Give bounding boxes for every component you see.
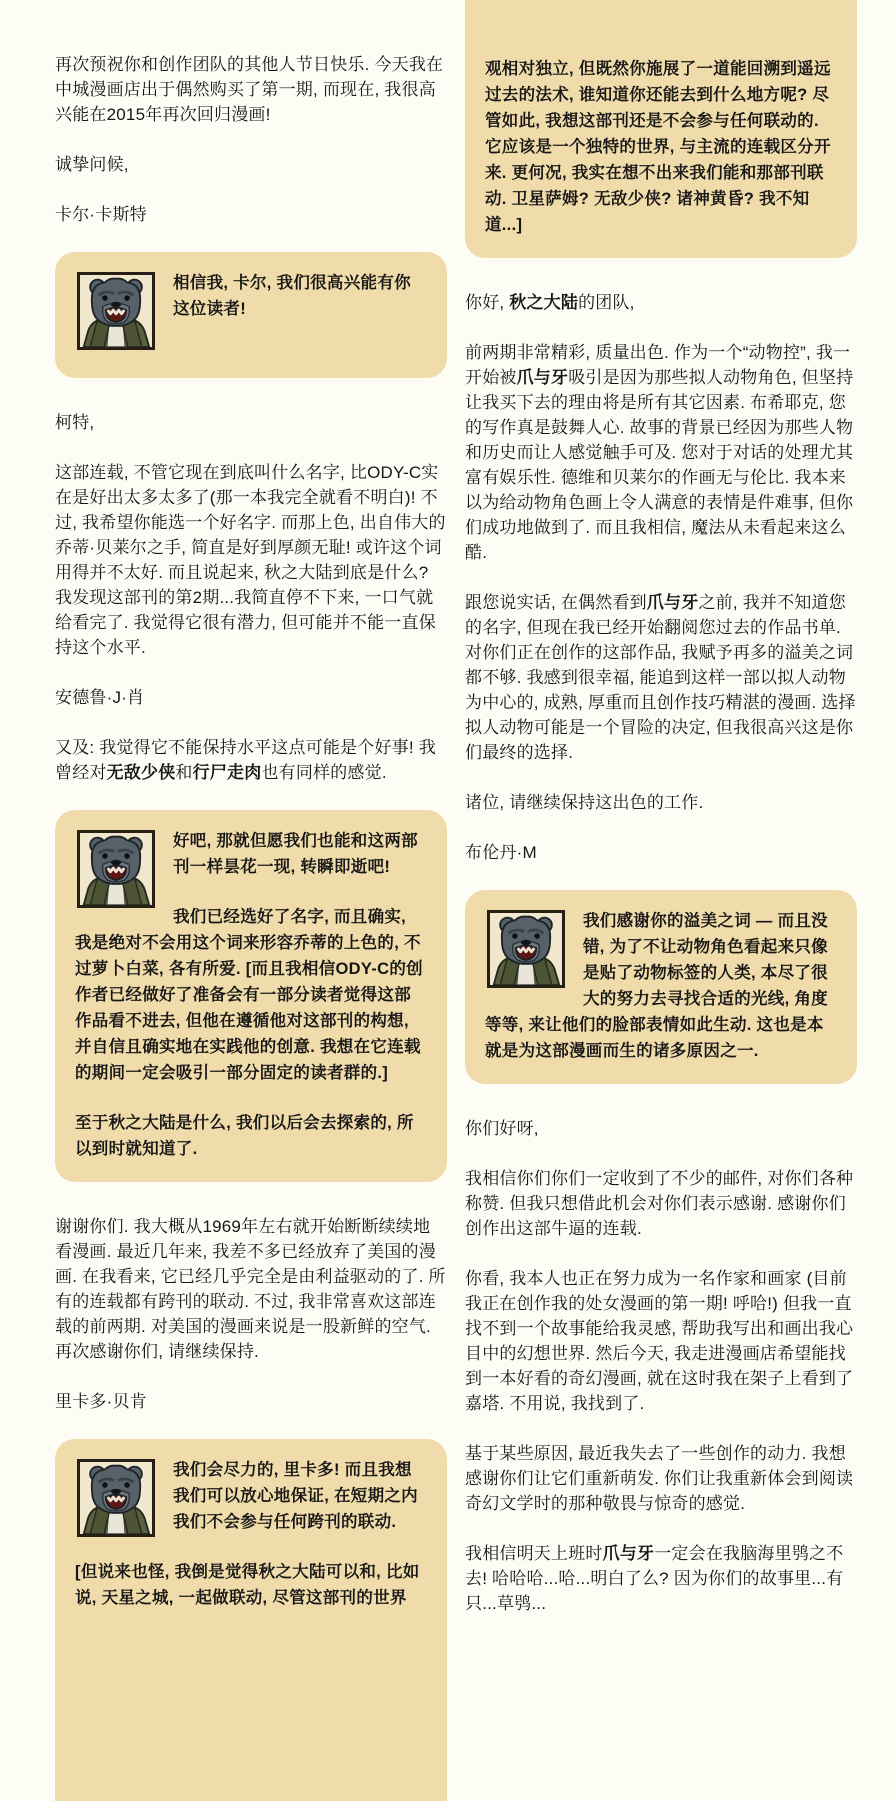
response-paragraph: 观相对独立, 但既然你施展了一道能回溯到遥远过去的法术, 谁知道你还能去到什么地方呢? 尽管如此, 我想这部刊还是不会参与任何联动的. 它应该是一个独特的世界, 与主流的连载区分开来. 更何况, 我实在想不出来我们能和那部刊联动. 卫星萨姆? 无敌少侠? 诸神黄昏? 我不知道...]: [485, 60, 831, 234]
letter-paragraph: 卡尔·卡斯特: [55, 205, 147, 224]
reader-letter: [465, 290, 857, 865]
response-paragraph: 相信我, 卡尔, 我们很高兴能有你这位读者!: [173, 274, 411, 318]
bear-avatar-icon: [77, 830, 155, 908]
response-paragraph: 好吧, 那就但愿我们也能和这两部刊一样昙花一现, 转瞬即逝吧!: [173, 832, 418, 876]
editor-response-bubble: [55, 1439, 447, 1801]
letter-paragraph: 我相信你们你们一定收到了不少的邮件, 对你们各种称赞. 但我只想借此机会对你们表示感谢. 感谢你们创作出这部牛逼的连载.: [465, 1169, 854, 1238]
letter-paragraph: 布伦丹·M: [465, 843, 537, 862]
editor-response-bubble: [55, 252, 447, 378]
letter-paragraph: 你们好呀,: [465, 1119, 539, 1138]
reader-letter: [55, 1214, 447, 1414]
letter-paragraph: 再次预祝你和创作团队的其他人节日快乐. 今天我在中城漫画店出于偶然购买了第一期, 而现在, 我很高兴能在2015年再次回归漫画!: [55, 55, 444, 124]
letter-paragraph: 这部连载, 不管它现在到底叫什么名字, 比ODY-C实在是好出太多太多了(那一本我完全就看不明白)! 不过, 我希望你能选一个好名字. 而那上色, 出自伟大的乔蒂·贝莱尔之手, 简直是好到厚颜无耻! 或许这个词用得并不太好. 而且说起来, 秋之大陆到底是什么? 我发现这部刊的第2期...我简直停不下来, 一口气就给看完了. 我觉得它很有潜力, 但可能并不能一直保持这个水平.: [55, 463, 446, 657]
left-column: [55, 0, 447, 1801]
letter-paragraph: 基于某些原因, 最近我失去了一些创作的动力. 我想感谢你们让它们重新萌发. 你们让我重新体会到阅读奇幻文学时的那种敬畏与惊奇的感觉.: [465, 1444, 854, 1513]
response-paragraph: 我们会尽力的, 里卡多! 而且我想我们可以放心地保证, 在短期之内我们不会参与任何跨刊的联动.: [173, 1461, 418, 1531]
bear-avatar-icon: [487, 910, 565, 988]
response-paragraph: 我们已经选好了名字, 而且确实, 我是绝对不会用这个词来形容乔蒂的上色的, 不过萝卜白菜, 各有所爱. [而且我相信ODY-C的创作者已经做好了准备会有一部分读者觉得这部作品看不进去, 但他在遵循他对这部刊的构想, 并自信且确实地在实践他的创意. 我想在它连载的期间一定会吸引一部分固定的读者群的.]: [75, 908, 423, 1082]
letter-paragraph: 前两期非常精彩, 质量出色. 作为一个“动物控”, 我一开始被爪与牙吸引是因为那些拟人动物角色, 但坚持让我买下去的理由将是所有其它因素. 布希耶克, 您的写作真是鼓舞人心. 故事的背景已经因为那些人物和历史而让人感觉触手可及. 您对于对话的处理尤其富有娱乐性. 德维和贝莱尔的作画无与伦比. 我本来以为给动物角色画上令人满意的表情是件难事, 但你们成功地做到了. 而且我相信, 魔法从未看起来这么酷.: [465, 343, 854, 562]
bear-avatar-icon: [77, 272, 155, 350]
letter-paragraph: 诚挚问候,: [55, 155, 129, 174]
editor-response-bubble: [465, 890, 857, 1084]
bear-avatar-icon: [77, 1459, 155, 1537]
right-column: [465, 0, 857, 1641]
letter-paragraph: 谢谢你们. 我大概从1969年左右就开始断断续续地看漫画. 最近几年来, 我差不多已经放弃了美国的漫画. 在我看来, 它已经几乎完全是由利益驱动的了. 所有的连载都有跨刊的联动. 不过, 我非常喜欢这部连载的前两期. 对美国的漫画来说是一股新鲜的空气. 再次感谢你们, 请继续保持.: [55, 1217, 446, 1361]
response-paragraph: 我们感谢你的溢美之词 — 而且没错, 为了不让动物角色看起来只像是贴了动物标签的人类, 本尽了很大的努力去寻找合适的光线, 角度等等, 来让他们的脸部表情如此生动. 这也是本就是为这部漫画而生的诸多原因之一.: [485, 912, 828, 1060]
editor-response-bubble: [465, 0, 857, 258]
letter-paragraph: 你好, 秋之大陆的团队,: [465, 293, 635, 312]
letter-paragraph: 里卡多·贝肯: [55, 1392, 147, 1411]
letter-paragraph: 跟您说实话, 在偶然看到爪与牙之前, 我并不知道您的名字, 但现在我已经开始翻阅您过去的作品书单. 对你们正在创作的这部作品, 我赋予再多的溢美之词都不够. 我感到很幸福, 能追到这样一部以拟人动物为中心的, 成熟, 厚重而且创作技巧精湛的漫画. 选择拟人动物可能是一个冒险的决定, 但我很高兴这是你们最终的选择.: [465, 593, 856, 762]
editor-response-bubble: [55, 810, 447, 1182]
reader-letter: [465, 1116, 857, 1616]
reader-letter: [55, 52, 447, 227]
letter-paragraph: 诸位, 请继续保持这出色的工作.: [465, 793, 704, 812]
response-paragraph: 至于秋之大陆是什么, 我们以后会去探索的, 所以到时就知道了.: [75, 1114, 414, 1158]
response-paragraph: [但说来也怪, 我倒是觉得秋之大陆可以和, 比如说, 天星之城, 一起做联动, 尽管这部刊的世界: [75, 1563, 420, 1607]
letter-paragraph: 你看, 我本人也正在努力成为一名作家和画家 (目前我正在创作我的处女漫画的第一期! 呼哈!) 但我一直找不到一个故事能给我灵感, 帮助我写出和画出我心目中的幻想世界. 然后今天, 我走进漫画店希望能找到一本好看的奇幻漫画, 就在这时我在架子上看到了嘉塔. 不用说, 我找到了.: [465, 1269, 854, 1413]
letter-paragraph: 安德鲁·J·肖: [55, 688, 145, 707]
letter-paragraph: 柯特,: [55, 413, 95, 432]
letter-paragraph: 我相信明天上班时爪与牙一定会在我脑海里鸮之不去! 哈哈哈...哈...明白了么? 因为你们的故事里...有只...草鸮...: [465, 1544, 844, 1613]
letter-paragraph: 又及: 我觉得它不能保持水平这点可能是个好事! 我曾经对无敌少侠和行尸走肉也有同样的感觉.: [55, 738, 436, 782]
reader-letter: [55, 410, 447, 785]
